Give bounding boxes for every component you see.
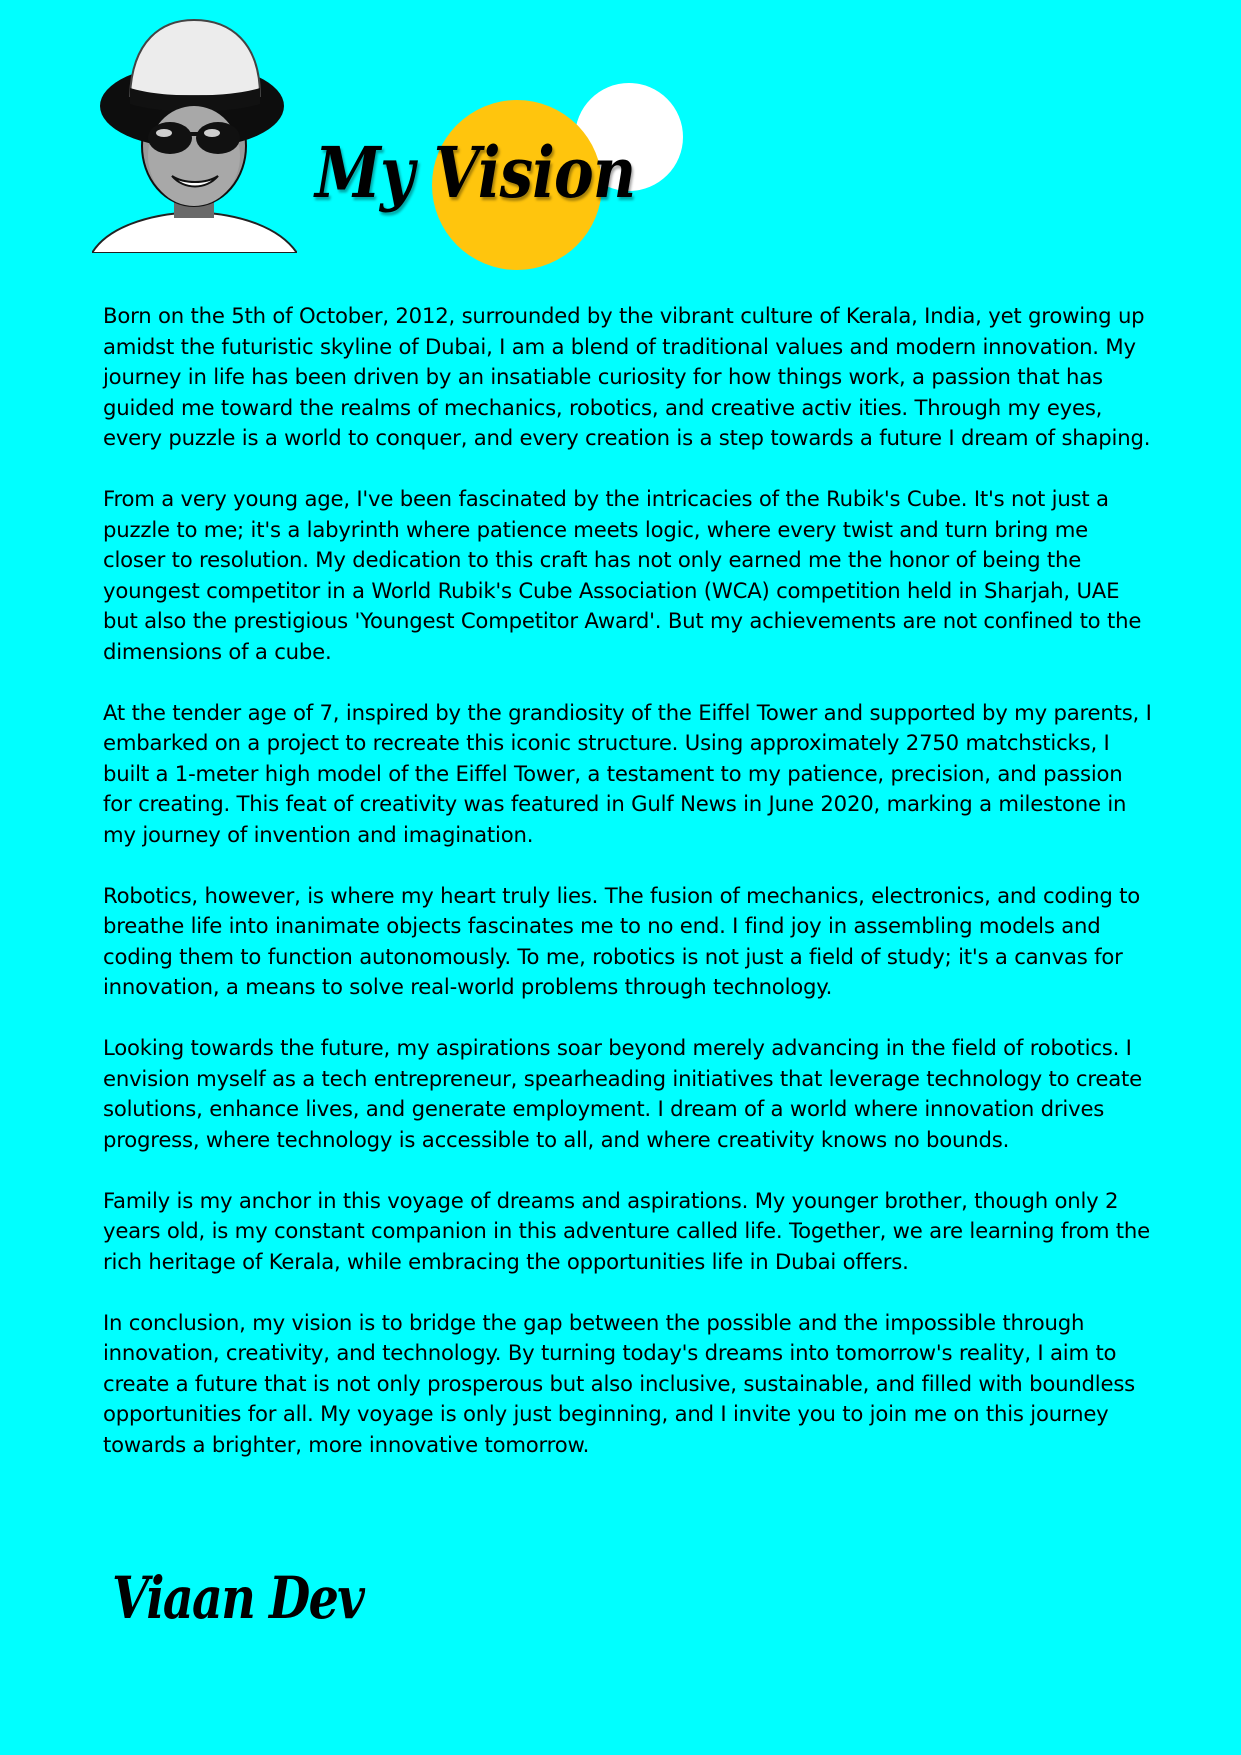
paragraph-conclusion: In conclusion, my vision is to bridge the gap between the possible and the impossible through innovation, creativity, and technology. By turning today's dreams into tomorrow's reality, I aim to create a future that is not only prosperous but also inclusive, sustainable, and filled with boundless opportunities for all. My voyage is only just beginning, and I invite you to join me on this journey towards a brighter, more innovative tomorrow. bbox=[103, 1309, 1135, 1457]
portrait-photo bbox=[92, 18, 297, 253]
body-text bbox=[103, 301, 1153, 1491]
paragraph-robotics: Robotics, however, is where my heart truly lies. The fusion of mechanics, electronics, and coding to breathe life into inanimate objects fascinates me to no end. I find joy in assembling models and coding them to function autonomously. To me, robotics is not just a field of study; it's a canvas for innovation, a means to solve real-world problems through technology. bbox=[103, 882, 1140, 999]
paragraph-family: Family is my anchor in this voyage of dreams and aspirations. My younger brother, though only 2 years old, is my constant companion in this adventure called life. Together, we are learning from the rich heritage of Kerala, while embracing the opportunities life in Dubai offers. bbox=[103, 1187, 1150, 1274]
portrait-sunglass-bridge bbox=[190, 132, 198, 136]
portrait-face-front bbox=[148, 106, 240, 206]
portrait-sunglass-left bbox=[148, 122, 192, 154]
paragraph-future: Looking towards the future, my aspirations soar beyond merely advancing in the field of robotics. I envision myself as a tech entrepreneur, spearheading initiatives that leverage technology to create solutions, enhance lives, and generate employment. I dream of a world where innovation drives progress, where technology is accessible to all, and where creativity knows no bounds. bbox=[103, 1035, 1142, 1152]
paragraph-birth: Born on the 5th of October, 2012, surrounded by the vibrant culture of Kerala, India, yet growing up amidst the futuristic skyline of Dubai, I am a blend of traditional values and modern innovation. My journey in life has been driven by an insatiable curiosity for how things work, a passion that has guided me toward the realms of mechanics, robotics, and creative activ ities. Through my eyes, every puzzle is a world to conquer, and every creation is a step towards a future I dream of shaping. bbox=[103, 303, 1151, 450]
portrait-sunglass-shine-left bbox=[156, 129, 172, 137]
portrait-shirt bbox=[92, 212, 297, 253]
paragraph-eiffel-tower: At the tender age of 7, inspired by the grandiosity of the Eiffel Tower and supported by my parents, I embarked on a project to recreate this iconic structure. Using approximately 2750 matchsticks, I built a 1-meter high model of the Eiffel Tower, a testament to my patience, precision, and passion for creating. This feat of creativity was featured in Gulf News in June 2020, marking a milestone in my journey of invention and imagination. bbox=[103, 699, 1152, 847]
portrait-sunglass-right bbox=[196, 122, 240, 154]
signature: Viaan Dev bbox=[112, 1564, 364, 1632]
portrait-sunglass-shine-right bbox=[204, 129, 220, 137]
portrait-hat-crown bbox=[130, 20, 260, 96]
paragraph-rubiks-cube: From a very young age, I've been fascinated by the intricacies of the Rubik's Cube. It's not just a puzzle to me; it's a labyrinth where patience meets logic, where every twist and turn bring me closer to resolution. My dedication to this craft has not only earned me the honor of being the youngest competitor in a World Rubik's Cube Association (WCA) competition held in Sharjah, UAE but also the prestigious 'Youngest Competitor Award'. But my achievements are not confined to the dimensions of a cube. bbox=[103, 486, 1142, 664]
page-title: My Vision bbox=[315, 131, 636, 214]
header bbox=[0, 0, 1241, 280]
